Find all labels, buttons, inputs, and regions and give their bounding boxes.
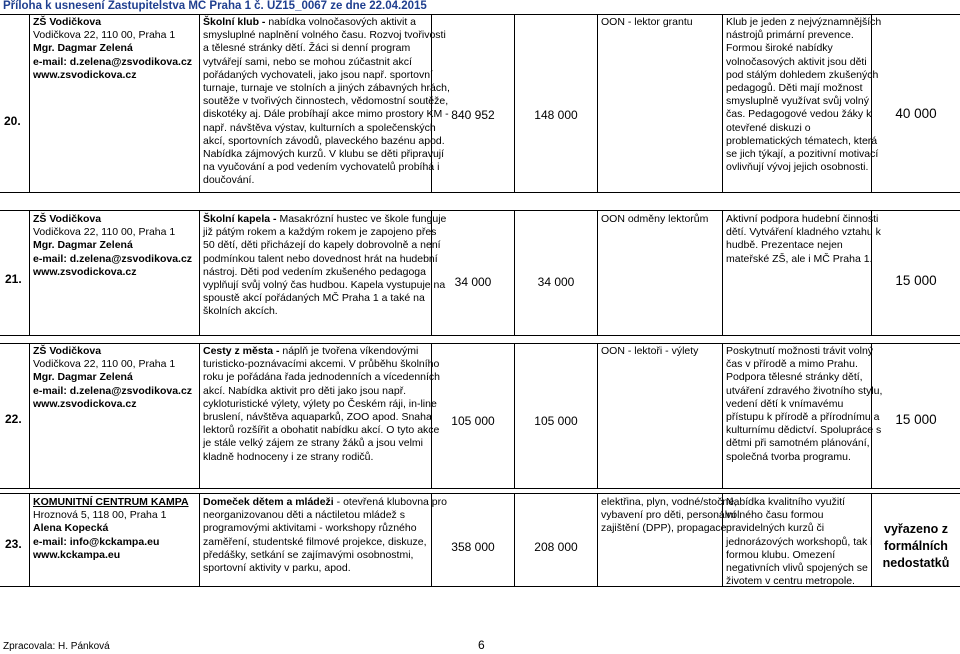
applicant-address: Vodičkova 22, 110 00, Praha 1 <box>33 29 176 42</box>
applicant-web: www.zsvodickova.cz <box>33 397 137 410</box>
requested-amount: 148 000 <box>534 108 578 122</box>
applicant-block <box>33 496 189 562</box>
row-number: 23. <box>5 537 22 551</box>
project-title: Cesty z města - <box>203 345 280 357</box>
project-title: Školní klub - <box>203 16 266 28</box>
project-description: Domeček dětem a mládeži - otevřená klubovna pro neorganizovanou děti a náctiletou mládež s programovými aktivitami - workshopy různého zaměření, studentské filmové projekce, diskuze, předášky, setkání se zajímavými osobnostmi, sportovní aktivity v parku, apod. <box>203 496 447 575</box>
project-description: Školní klub - nabídka volnočasových aktivit a smysluplné naplnění volného času. Rozvoj tvořivosti a tělesné stránky dětí. Žáci si denní program vytvářejí sami, nebo se mohou zúčastnit akcí pořádaných vychovateli, jako jsou např. sportovní turnaje, turnaje ve stolních a jiných zábavných hrách, soutěže v tvořivých činnostech, vědomostní soutěže, diskotéky aj. Dále probíhají akce mimo prostory KM - např. návštěva výstav, kulturních a společenských akcí, sportovních závodů, plaveckého bazénu apod. Nabídka zájmových kurzů. V klubu se děti připravují na vyučování a pod vedením vychovatelů probíhá i doučování. <box>203 16 450 187</box>
applicant-name: KOMUNITNÍ CENTRUM KAMPA <box>33 496 189 508</box>
total-cost: 840 952 <box>451 108 495 122</box>
applicant-email: e-mail: d.zelena@zsvodikova.cz <box>33 55 193 68</box>
applicant-name: ZŠ Vodičkova <box>33 213 102 225</box>
granted-status: vyřazeno z formálních nedostatků <box>882 522 950 570</box>
justification: Nabídka kvalitního využití volného času formou pravidelných kurzů či jednorázových workshopů, tak i formou klubu. Omezení negativních vlivů spojených se životem v centru metropole. <box>726 496 873 588</box>
applicant-email: e-mail: info@kckampa.eu <box>33 535 160 548</box>
applicant-email: e-mail: d.zelena@zsvodikova.cz <box>33 384 193 397</box>
total-cost: 34 000 <box>454 275 492 289</box>
total-cost: 358 000 <box>451 540 495 554</box>
applicant-contact: Mgr. Dagmar Zelená <box>33 239 133 252</box>
justification: Klub je jeden z nejvýznamnějších nástrojů primární prevence. Formou široké nabídky volnočasových aktivit jsou děti pod stálým dohledem zkušených pedagogů. Děti mají možnost smysluplně využívat svůj volný čas. Pedagogové vedou žáky k otevřené diskuzi o problematických tématech, která se jich týkají, a pozitivní motivací ovlivňují vývoj jejich osobnosti. <box>726 16 882 174</box>
purpose: elektřina, plyn, vodné/stočné, vybavení pro děti, personální zajištění (DPP), propagace <box>601 496 737 535</box>
granted-amount: 15 000 <box>895 412 937 427</box>
applicant-email: e-mail: d.zelena@zsvodikova.cz <box>33 252 193 265</box>
applicant-web: www.zsvodickova.cz <box>33 265 137 278</box>
applicant-block <box>33 213 192 279</box>
purpose: OON - lektoři - výlety <box>601 345 699 357</box>
requested-amount: 34 000 <box>537 275 575 289</box>
page-number: 6 <box>478 638 485 652</box>
row-number: 20. <box>4 114 21 128</box>
project-description: Cesty z města - náplň je tvořena víkendovými turisticko-poznávacími akcemi. V průběhu školního roku je pořádána řada jednodenních a vícedenních akcí. Nabídka aktivit pro děti jako jsou např. cykloturistické výlety, výlety po Českém ráji, in-line bruslení, návštěva aquaparků, ZOO apod. Snaha lektorů rozšířit a obohatit nabídku akcí. O tyto akce je stále velký zájem ze strany žáků a jsou velmi kladně hodnoceny i ze strany rodičů. <box>203 345 441 463</box>
table-row-21 <box>0 210 960 336</box>
granted-amount: 40 000 <box>895 106 937 121</box>
row-number: 22. <box>5 412 22 426</box>
granted-amount: 15 000 <box>895 273 937 288</box>
applicant-address: Vodičkova 22, 110 00, Praha 1 <box>33 358 176 371</box>
applicant-name: ZŠ Vodičkova <box>33 345 102 357</box>
table-row-23 <box>0 493 960 587</box>
applicant-web: www.zsvodickova.cz <box>33 68 137 81</box>
justification: Poskytnutí možnosti trávit volný čas v přírodě a mimo Prahu. Podpora tělesné stránky dětí, utváření zdravého životního stylu, vedení dětí k vnímavému přístupu k přírodě a přírodnímu a kulturnímu dědictví. Spolupráce s dětmi při samotném plánování, společná tvorba programu. <box>726 345 883 463</box>
requested-amount: 208 000 <box>534 540 578 554</box>
footer-author: Zpracovala: H. Pánková <box>3 641 110 652</box>
applicant-block <box>33 16 192 82</box>
applicant-contact: Mgr. Dagmar Zelená <box>33 371 133 384</box>
purpose: OON - lektor grantu <box>601 16 693 28</box>
applicant-name: ZŠ Vodičkova <box>33 16 102 28</box>
justification: Aktivní podpora hudební činnosti dětí. Vytváření kladného vztahu k hudbě. Prezentace nejen mateřské ZŠ, ale i MČ Praha 1. <box>726 213 881 265</box>
total-cost: 105 000 <box>451 414 495 428</box>
applicant-contact: Alena Kopecká <box>33 522 109 535</box>
project-title: Školní kapela - <box>203 213 277 225</box>
applicant-block <box>33 345 192 411</box>
project-description: Školní kapela - Masakrózní hustec ve škole funguje již pátým rokem a každým rokem je zapojeno přes 50 dětí, děti přicházejí do kapely dobrovolně a není podmínkou talent nebo dovednost hrát na hudební nástroj. Děti pod vedením zkušeného pedagoga vyplňují svůj volný čas hudbou. Kapela vystupuje na spoustě akcí pořádaných MČ Praha 1 a také na školních akcích. <box>203 213 447 318</box>
requested-amount: 105 000 <box>534 414 578 428</box>
row-number: 21. <box>5 272 22 286</box>
table-row-22 <box>0 343 960 489</box>
table-row-20 <box>0 14 960 193</box>
applicant-web: www.kckampa.eu <box>33 548 121 561</box>
applicant-contact: Mgr. Dagmar Zelená <box>33 42 133 55</box>
purpose: OON odměny lektorům <box>601 213 709 225</box>
applicant-address: Vodičkova 22, 110 00, Praha 1 <box>33 226 176 239</box>
project-title: Domeček dětem a mládeži <box>203 496 334 508</box>
applicant-address: Hroznová 5, 118 00, Praha 1 <box>33 509 167 522</box>
document-title: Příloha k usnesení Zastupitelstva MČ Praha 1 č. UZ15_0067 ze dne 22.04.2015 <box>3 0 427 12</box>
